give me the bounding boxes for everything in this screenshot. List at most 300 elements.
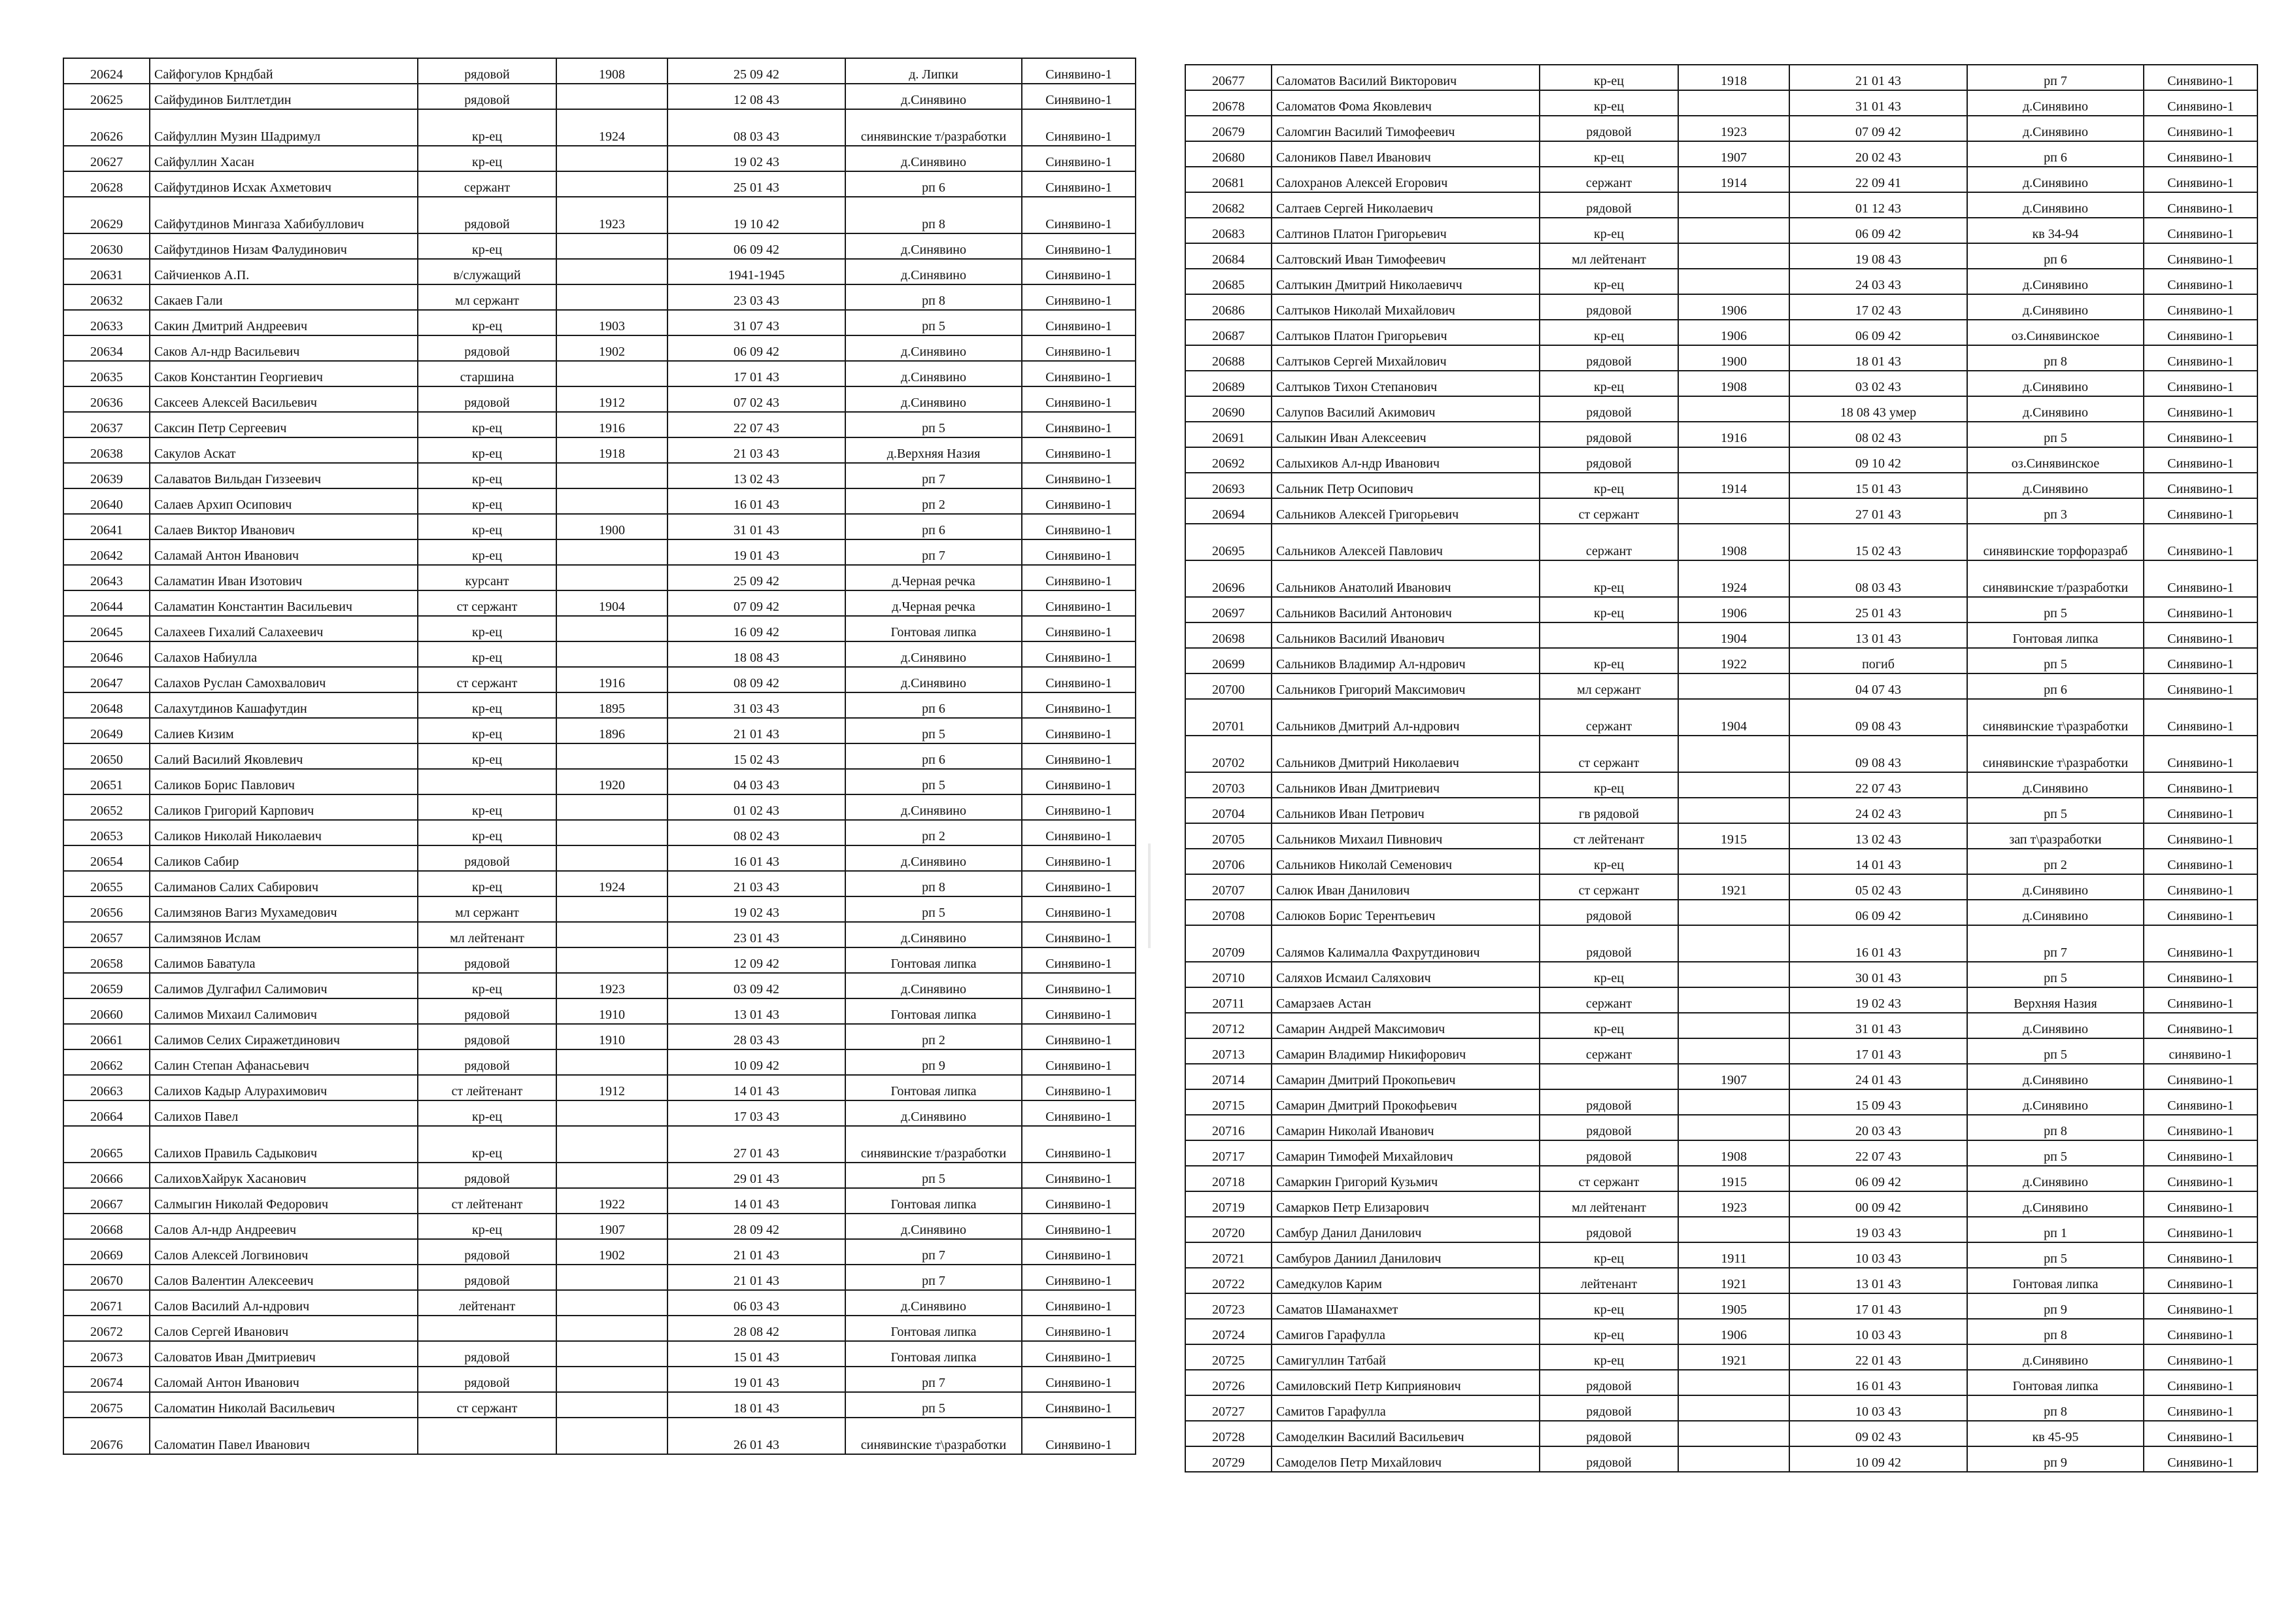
cell-death-date: 10 09 42 [1789, 1446, 1967, 1472]
cell-memorial-site: Синявино-1 [2144, 622, 2257, 648]
cell-birth-year: 1906 [1678, 320, 1789, 345]
cell-burial-place: рп 5 [845, 412, 1022, 437]
cell-burial-place: д.Черная речка [845, 590, 1022, 616]
cell-full-name: Салюк Иван Данилович [1272, 874, 1540, 900]
table-row [63, 1418, 1136, 1454]
roster-body-left [63, 58, 1136, 1454]
table-row [63, 1024, 1136, 1049]
cell-record-number: 20631 [63, 259, 150, 284]
table-row [1185, 1013, 2257, 1038]
cell-death-date: 16 01 43 [1789, 1370, 1967, 1395]
cell-birth-year [1678, 987, 1789, 1013]
cell-memorial-site: Синявино-1 [1022, 146, 1136, 171]
cell-memorial-site: Синявино-1 [1022, 514, 1136, 539]
cell-memorial-site: Синявино-1 [2144, 90, 2257, 116]
cell-death-date: 10 09 42 [667, 1049, 845, 1075]
cell-full-name: Салтыков Сергей Михайлович [1272, 345, 1540, 371]
cell-birth-year: 1921 [1678, 874, 1789, 900]
table-row [63, 109, 1136, 146]
table-row [63, 1163, 1136, 1188]
cell-memorial-site: Синявино-1 [1022, 845, 1136, 871]
cell-birth-year [556, 84, 667, 109]
cell-full-name: Саликов Сабир [150, 845, 418, 871]
table-row [63, 259, 1136, 284]
cell-record-number: 20692 [1185, 447, 1272, 473]
cell-record-number: 20640 [63, 488, 150, 514]
cell-record-number: 20702 [1185, 736, 1272, 772]
cell-record-number: 20689 [1185, 371, 1272, 396]
cell-full-name: Саловатов Иван Дмитриевич [150, 1341, 418, 1367]
cell-death-date: 31 01 43 [1789, 90, 1967, 116]
cell-rank: рядовой [1540, 294, 1678, 320]
cell-memorial-site: Синявино-1 [2144, 371, 2257, 396]
cell-rank [1540, 1064, 1678, 1089]
cell-birth-year: 1912 [556, 386, 667, 412]
table-row [1185, 1421, 2257, 1446]
cell-death-date: 09 02 43 [1789, 1421, 1967, 1446]
cell-rank: мл лейтенант [418, 922, 556, 947]
roster-table-left [63, 58, 1136, 1455]
cell-record-number: 20655 [63, 871, 150, 896]
cell-rank: ст сержант [1540, 1166, 1678, 1191]
cell-memorial-site: Синявино-1 [1022, 1290, 1136, 1316]
cell-full-name: Салтыкин Дмитрий Николаевичч [1272, 269, 1540, 294]
cell-death-date: 18 01 43 [1789, 345, 1967, 371]
cell-full-name: Самигуллин Татбай [1272, 1344, 1540, 1370]
cell-birth-year: 1914 [1678, 167, 1789, 192]
cell-burial-place: Гонтовая липка [845, 1188, 1022, 1214]
cell-memorial-site: Синявино-1 [2144, 243, 2257, 269]
cell-birth-year: 1908 [1678, 1140, 1789, 1166]
cell-memorial-site: Синявино-1 [1022, 197, 1136, 233]
cell-burial-place: д.Синявино [845, 361, 1022, 386]
cell-record-number: 20711 [1185, 987, 1272, 1013]
cell-rank: рядовой [1540, 1446, 1678, 1472]
cell-death-date: 25 09 42 [667, 58, 845, 84]
cell-full-name: Салупов Василий Акимович [1272, 396, 1540, 422]
cell-full-name: Сальников Иван Дмитриевич [1272, 772, 1540, 798]
cell-burial-place: д.Синявино [845, 386, 1022, 412]
cell-burial-place: рп 8 [1967, 1319, 2144, 1344]
cell-rank: ст лейтенант [418, 1188, 556, 1214]
cell-burial-place: рп 5 [1967, 422, 2144, 447]
cell-rank: мл сержант [418, 896, 556, 922]
cell-record-number: 20709 [1185, 925, 1272, 962]
cell-full-name: Самарин Дмитрий Прокофьевич [1272, 1089, 1540, 1115]
cell-rank: кр-ец [1540, 141, 1678, 167]
table-row [63, 1290, 1136, 1316]
cell-birth-year [1678, 1370, 1789, 1395]
cell-burial-place: рп 7 [1967, 925, 2144, 962]
cell-memorial-site: Синявино-1 [1022, 820, 1136, 845]
cell-rank: рядовой [1540, 422, 1678, 447]
cell-memorial-site: Синявино-1 [1022, 361, 1136, 386]
cell-full-name: Салимзянов Ислам [150, 922, 418, 947]
table-row [63, 58, 1136, 84]
cell-full-name: Салмыгин Николай Федорович [150, 1188, 418, 1214]
cell-death-date: 19 03 43 [1789, 1217, 1967, 1242]
cell-death-date: 18 01 43 [667, 1392, 845, 1418]
cell-burial-place: рп 5 [1967, 798, 2144, 823]
cell-death-date: 27 01 43 [667, 1126, 845, 1163]
cell-memorial-site: Синявино-1 [2144, 597, 2257, 622]
cell-birth-year: 1900 [556, 514, 667, 539]
cell-birth-year [556, 1290, 667, 1316]
cell-record-number: 20684 [1185, 243, 1272, 269]
cell-rank: рядовой [418, 1049, 556, 1075]
cell-birth-year: 1923 [556, 973, 667, 998]
cell-burial-place: рп 5 [1967, 1038, 2144, 1064]
table-row [63, 896, 1136, 922]
cell-death-date: 08 02 43 [667, 820, 845, 845]
cell-full-name: Салиев Кизим [150, 718, 418, 743]
table-row [63, 1367, 1136, 1392]
cell-birth-year [556, 488, 667, 514]
table-row [63, 845, 1136, 871]
cell-full-name: Салий Василий Яковлевич [150, 743, 418, 769]
table-row [1185, 597, 2257, 622]
table-row [1185, 1038, 2257, 1064]
cell-death-date: 13 01 43 [667, 998, 845, 1024]
cell-record-number: 20667 [63, 1188, 150, 1214]
table-row [63, 1392, 1136, 1418]
cell-burial-place: Гонтовая липка [845, 1341, 1022, 1367]
cell-birth-year: 1916 [1678, 422, 1789, 447]
table-row [1185, 900, 2257, 925]
cell-burial-place: рп 6 [1967, 673, 2144, 699]
cell-rank: кр-ец [418, 146, 556, 171]
cell-birth-year [556, 922, 667, 947]
cell-birth-year [556, 1316, 667, 1341]
table-row [63, 437, 1136, 463]
cell-memorial-site: Синявино-1 [2144, 962, 2257, 987]
cell-memorial-site: Синявино-1 [2144, 1140, 2257, 1166]
cell-burial-place: рп 3 [1967, 498, 2144, 524]
table-row [1185, 218, 2257, 243]
cell-full-name: Салимов Михаил Салимович [150, 998, 418, 1024]
cell-record-number: 20725 [1185, 1344, 1272, 1370]
cell-birth-year: 1915 [1678, 1166, 1789, 1191]
cell-record-number: 20645 [63, 616, 150, 641]
cell-birth-year [556, 794, 667, 820]
cell-memorial-site: Синявино-1 [2144, 798, 2257, 823]
table-row [1185, 1344, 2257, 1370]
cell-burial-place: рп 1 [1967, 1217, 2144, 1242]
cell-memorial-site: Синявино-1 [1022, 871, 1136, 896]
table-row [1185, 1446, 2257, 1472]
cell-death-date: 25 09 42 [667, 565, 845, 590]
cell-memorial-site: Синявино-1 [1022, 769, 1136, 794]
cell-memorial-site: Синявино-1 [2144, 1191, 2257, 1217]
cell-memorial-site: Синявино-1 [1022, 1024, 1136, 1049]
cell-rank: лейтенант [1540, 1268, 1678, 1293]
table-row [1185, 560, 2257, 597]
cell-rank: рядовой [1540, 345, 1678, 371]
cell-full-name: Салахов Руслан Самохвалович [150, 667, 418, 692]
cell-record-number: 20671 [63, 1290, 150, 1316]
cell-death-date: 20 03 43 [1789, 1115, 1967, 1140]
cell-memorial-site: Синявино-1 [1022, 1265, 1136, 1290]
cell-record-number: 20647 [63, 667, 150, 692]
cell-full-name: Саломай Антон Иванович [150, 1367, 418, 1392]
cell-full-name: Саляхов Исмаил Саляхович [1272, 962, 1540, 987]
cell-record-number: 20682 [1185, 192, 1272, 218]
cell-death-date: 24 03 43 [1789, 269, 1967, 294]
cell-memorial-site: Синявино-1 [2144, 141, 2257, 167]
cell-full-name: Салахов Набиулла [150, 641, 418, 667]
cell-burial-place: д.Синявино [845, 259, 1022, 284]
cell-birth-year [556, 1392, 667, 1418]
cell-rank: кр-ец [1540, 648, 1678, 673]
cell-burial-place: д.Синявино [845, 794, 1022, 820]
cell-burial-place: д.Синявино [1967, 1064, 2144, 1089]
cell-rank: кр-ец [418, 412, 556, 437]
cell-birth-year: 1905 [1678, 1293, 1789, 1319]
cell-full-name: Саламатин Константин Васильевич [150, 590, 418, 616]
cell-record-number: 20722 [1185, 1268, 1272, 1293]
cell-burial-place: д.Синявино [845, 84, 1022, 109]
cell-birth-year [556, 845, 667, 871]
cell-full-name: Саков Константин Георгиевич [150, 361, 418, 386]
cell-burial-place: рп 5 [845, 310, 1022, 335]
cell-death-date: 16 09 42 [667, 616, 845, 641]
cell-full-name: Салыхиков Ал-ндр Иванович [1272, 447, 1540, 473]
cell-death-date: 14 01 43 [667, 1188, 845, 1214]
cell-birth-year: 1903 [556, 310, 667, 335]
cell-record-number: 20636 [63, 386, 150, 412]
cell-birth-year: 1907 [556, 1214, 667, 1239]
cell-record-number: 20717 [1185, 1140, 1272, 1166]
cell-death-date: 06 09 42 [1789, 320, 1967, 345]
cell-memorial-site: Синявино-1 [2144, 1293, 2257, 1319]
cell-death-date: 28 08 42 [667, 1316, 845, 1341]
cell-memorial-site: Синявино-1 [1022, 922, 1136, 947]
cell-birth-year: 1906 [1678, 1319, 1789, 1344]
cell-memorial-site: Синявино-1 [2144, 167, 2257, 192]
table-row [1185, 1268, 2257, 1293]
cell-memorial-site: Синявино-1 [2144, 1395, 2257, 1421]
cell-birth-year: 1895 [556, 692, 667, 718]
cell-rank: мл лейтенант [1540, 1191, 1678, 1217]
cell-record-number: 20710 [1185, 962, 1272, 987]
cell-death-date: 23 03 43 [667, 284, 845, 310]
table-row [63, 565, 1136, 590]
cell-burial-place: рп 6 [845, 171, 1022, 197]
cell-birth-year: 1906 [1678, 294, 1789, 320]
cell-rank [418, 1316, 556, 1341]
cell-record-number: 20708 [1185, 900, 1272, 925]
cell-memorial-site: Синявино-1 [1022, 1163, 1136, 1188]
cell-memorial-site: Синявино-1 [1022, 667, 1136, 692]
cell-burial-place: рп 6 [845, 514, 1022, 539]
cell-record-number: 20665 [63, 1126, 150, 1163]
cell-full-name: Салоников Павел Иванович [1272, 141, 1540, 167]
table-row [63, 616, 1136, 641]
cell-burial-place: рп 2 [845, 820, 1022, 845]
cell-birth-year: 1920 [556, 769, 667, 794]
cell-record-number: 20700 [1185, 673, 1272, 699]
cell-birth-year [1678, 243, 1789, 269]
cell-full-name: Сальников Дмитрий Ал-ндрович [1272, 699, 1540, 736]
cell-full-name: Самитов Гарафулла [1272, 1395, 1540, 1421]
cell-birth-year [1678, 772, 1789, 798]
cell-record-number: 20679 [1185, 116, 1272, 141]
cell-burial-place: Верхняя Назия [1967, 987, 2144, 1013]
table-row [63, 1316, 1136, 1341]
table-row [63, 310, 1136, 335]
cell-memorial-site: Синявино-1 [2144, 648, 2257, 673]
cell-memorial-site: Синявино-1 [1022, 335, 1136, 361]
cell-record-number: 20691 [1185, 422, 1272, 447]
cell-record-number: 20635 [63, 361, 150, 386]
cell-rank: рядовой [418, 1367, 556, 1392]
cell-burial-place: д.Синявино [845, 146, 1022, 171]
cell-rank: рядовой [418, 1265, 556, 1290]
cell-birth-year: 1910 [556, 998, 667, 1024]
cell-birth-year: 1904 [556, 590, 667, 616]
cell-birth-year [556, 539, 667, 565]
cell-death-date: 13 01 43 [1789, 622, 1967, 648]
table-row [1185, 473, 2257, 498]
cell-memorial-site: Синявино-1 [2144, 1013, 2257, 1038]
cell-record-number: 20674 [63, 1367, 150, 1392]
cell-birth-year [1678, 1395, 1789, 1421]
cell-burial-place: д.Синявино [1967, 371, 2144, 396]
cell-rank: кр-ец [1540, 473, 1678, 498]
cell-death-date: 17 01 43 [1789, 1038, 1967, 1064]
cell-burial-place: рп 8 [845, 871, 1022, 896]
cell-record-number: 20721 [1185, 1242, 1272, 1268]
cell-burial-place: синявинские т/разработки [1967, 560, 2144, 597]
cell-birth-year: 1923 [1678, 1191, 1789, 1217]
cell-full-name: Салихов Правиль Садыкович [150, 1126, 418, 1163]
cell-birth-year [1678, 849, 1789, 874]
cell-rank: рядовой [418, 845, 556, 871]
cell-rank: кр-ец [418, 1214, 556, 1239]
cell-burial-place: рп 9 [1967, 1293, 2144, 1319]
cell-rank: рядовой [418, 1341, 556, 1367]
table-row [63, 361, 1136, 386]
cell-death-date: 19 02 43 [1789, 987, 1967, 1013]
cell-birth-year: 1924 [556, 109, 667, 146]
cell-death-date: 15 09 43 [1789, 1089, 1967, 1115]
table-row [63, 1049, 1136, 1075]
cell-record-number: 20638 [63, 437, 150, 463]
cell-memorial-site: Синявино-1 [2144, 673, 2257, 699]
table-row [63, 335, 1136, 361]
cell-record-number: 20727 [1185, 1395, 1272, 1421]
cell-burial-place: д.Синявино [845, 1290, 1022, 1316]
cell-record-number: 20716 [1185, 1115, 1272, 1140]
cell-record-number: 20713 [1185, 1038, 1272, 1064]
cell-record-number: 20694 [1185, 498, 1272, 524]
table-row [1185, 699, 2257, 736]
table-row [1185, 345, 2257, 371]
table-row [63, 488, 1136, 514]
cell-rank: рядовой [1540, 1140, 1678, 1166]
cell-burial-place: д.Синявино [845, 641, 1022, 667]
cell-record-number: 20664 [63, 1100, 150, 1126]
cell-memorial-site: Синявино-1 [2144, 849, 2257, 874]
cell-rank: кр-ец [418, 616, 556, 641]
cell-birth-year [556, 820, 667, 845]
table-row [63, 514, 1136, 539]
cell-death-date: 07 02 43 [667, 386, 845, 412]
cell-memorial-site: Синявино-1 [1022, 1188, 1136, 1214]
cell-birth-year [556, 1367, 667, 1392]
cell-birth-year: 1902 [556, 335, 667, 361]
cell-record-number: 20719 [1185, 1191, 1272, 1217]
cell-record-number: 20628 [63, 171, 150, 197]
cell-record-number: 20707 [1185, 874, 1272, 900]
cell-full-name: Сайфуллин Музин Шадримул [150, 109, 418, 146]
cell-full-name: Саматов Шаманахмет [1272, 1293, 1540, 1319]
cell-birth-year: 1907 [1678, 141, 1789, 167]
cell-burial-place: д.Синявино [845, 233, 1022, 259]
cell-death-date: 31 03 43 [667, 692, 845, 718]
table-row [1185, 1242, 2257, 1268]
cell-memorial-site: Синявино-1 [1022, 386, 1136, 412]
cell-memorial-site: Синявино-1 [1022, 488, 1136, 514]
cell-full-name: Самигов Гарафулла [1272, 1319, 1540, 1344]
cell-memorial-site: Синявино-1 [1022, 171, 1136, 197]
cell-full-name: Самарин Дмитрий Прокопьевич [1272, 1064, 1540, 1089]
cell-birth-year [1678, 1421, 1789, 1446]
cell-full-name: Сакулов Аскат [150, 437, 418, 463]
cell-rank: рядовой [1540, 1115, 1678, 1140]
cell-burial-place: рп 9 [1967, 1446, 2144, 1472]
cell-burial-place: д.Синявино [845, 667, 1022, 692]
cell-record-number: 20705 [1185, 823, 1272, 849]
table-row [63, 233, 1136, 259]
cell-birth-year: 1896 [556, 718, 667, 743]
cell-full-name: Самедкулов Карим [1272, 1268, 1540, 1293]
cell-rank: кр-ец [418, 794, 556, 820]
cell-memorial-site: Синявино-1 [1022, 539, 1136, 565]
cell-death-date: 21 01 43 [667, 1265, 845, 1290]
cell-birth-year [1678, 1038, 1789, 1064]
cell-rank: мл сержант [418, 284, 556, 310]
cell-burial-place: д.Синявино [1967, 269, 2144, 294]
cell-record-number: 20677 [1185, 65, 1272, 90]
cell-burial-place: Гонтовая липка [845, 947, 1022, 973]
cell-full-name: Сайфутдинов Исхак Ахметович [150, 171, 418, 197]
cell-death-date: 16 01 43 [667, 845, 845, 871]
cell-death-date: 06 03 43 [667, 1290, 845, 1316]
cell-full-name: Сайфогулов Крндбай [150, 58, 418, 84]
cell-birth-year [556, 743, 667, 769]
cell-record-number: 20651 [63, 769, 150, 794]
cell-record-number: 20649 [63, 718, 150, 743]
cell-birth-year [1678, 1446, 1789, 1472]
cell-birth-year [556, 1163, 667, 1188]
cell-full-name: Салтыков Платон Григорьевич [1272, 320, 1540, 345]
cell-death-date: 27 01 43 [1789, 498, 1967, 524]
cell-full-name: Салихов Кадыр Алурахимович [150, 1075, 418, 1100]
cell-full-name: Салов Василий Ал-ндрович [150, 1290, 418, 1316]
cell-birth-year [556, 565, 667, 590]
cell-death-date: 12 08 43 [667, 84, 845, 109]
cell-rank: кр-ец [1540, 1319, 1678, 1344]
cell-rank: старшина [418, 361, 556, 386]
cell-full-name: Саков Ал-ндр Васильевич [150, 335, 418, 361]
cell-birth-year [1678, 447, 1789, 473]
cell-record-number: 20654 [63, 845, 150, 871]
cell-death-date: 31 01 43 [1789, 1013, 1967, 1038]
table-row [1185, 1089, 2257, 1115]
cell-record-number: 20688 [1185, 345, 1272, 371]
cell-full-name: Сальников Михаил Пивнович [1272, 823, 1540, 849]
